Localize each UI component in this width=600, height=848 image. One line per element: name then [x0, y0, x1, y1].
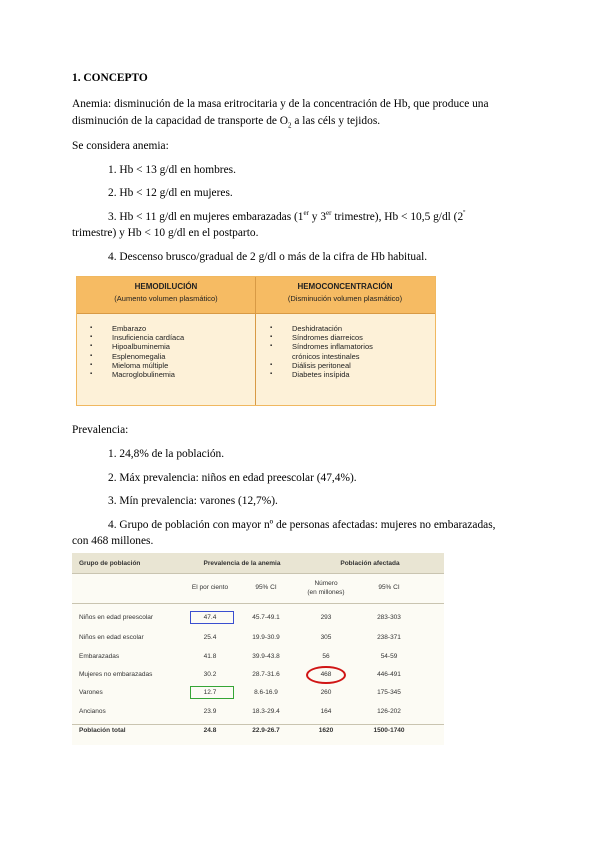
highlight-max-box: [190, 611, 234, 624]
list-item: ▪ Diálisis peritoneal: [265, 361, 373, 370]
list-item: ▪ Síndromes diarreicos: [265, 333, 373, 342]
definition-text: disminución de la capacidad de transporte de O: [72, 115, 289, 127]
cell-percent: 24.8: [203, 727, 217, 734]
hemodilution-box: [76, 276, 436, 406]
list-item: ▪ Mieloma múltiple: [85, 361, 184, 370]
cell-percent: 47.4: [203, 614, 217, 621]
col-header-population: Población afectada: [340, 560, 400, 567]
cell-percent: 30.2: [203, 671, 217, 678]
cell-ci: 28.7-31.6: [252, 671, 280, 678]
criterion-4: 4. Descenso brusco/gradual de 2 g/dl o más de la cifra de Hb habitual.: [108, 251, 428, 263]
cell-group: Ancianos: [79, 708, 106, 715]
cell-ci: 39.9-43.8: [252, 653, 280, 660]
cell-ci-2: 1500-1740: [373, 727, 405, 734]
cell-number: 1620: [318, 727, 334, 734]
list-item: ▪ Macroglobulinemia: [85, 370, 184, 379]
col-header-prevalence: Prevalencia de la anemia: [203, 560, 281, 567]
criterion-3-text-c: trimestre), Hb < 10,5 g/dl (2: [331, 211, 464, 223]
criterion-2: 2. Hb < 12 g/dl en mujeres.: [108, 187, 233, 199]
anemia-prevalence-table: [72, 553, 444, 745]
cell-ci: 19.9-30.9: [252, 634, 280, 641]
cell-ci: 18.3-29.4: [252, 708, 280, 715]
cell-ci-2: 54-59: [380, 653, 398, 660]
list-item: ▪ Deshidratación: [265, 324, 373, 333]
cell-group: Niños en edad escolar: [79, 634, 144, 641]
hemodilution-subtitle: (Aumento volumen plasmático): [114, 294, 218, 303]
list-item-continuation: crónicos intestinales: [292, 351, 360, 361]
list-item: ▪ Diabetes insípida: [265, 370, 373, 379]
o2-subscript: 2: [288, 121, 292, 130]
prevalence-4: 4. Grupo de población con mayor nº de personas afectadas: mujeres no embarazadas,: [108, 519, 496, 531]
cell-group: Niños en edad preescolar: [79, 614, 154, 621]
cell-group: Mujeres no embarazadas: [79, 671, 153, 678]
cell-ci-2: 283-303: [377, 614, 401, 621]
highlight-min-box: [190, 686, 234, 699]
hemoconcentration-list: [265, 324, 373, 379]
prevalence-1: 1. 24,8% de la población.: [108, 448, 225, 460]
cell-percent: 25.4: [203, 634, 217, 641]
cell-percent: 23.9: [203, 708, 217, 715]
definition-line-2: [72, 114, 380, 129]
cell-number: 164: [320, 708, 332, 715]
cell-number: 260: [320, 689, 332, 696]
cell-ci: 45.7-49.1: [252, 614, 280, 621]
prevalence-intro: Prevalencia:: [72, 424, 129, 436]
criteria-intro: Se considera anemia:: [72, 140, 169, 152]
prevalence-2: 2. Máx prevalencia: niños en edad preescolar (47,4%).: [108, 472, 357, 484]
prevalence-4-line-2: con 468 millones.: [72, 535, 154, 547]
cell-group: Embarazadas: [79, 653, 120, 660]
criterion-3-text-b: y 3: [308, 211, 327, 223]
subheader-ci-2: 95% CI: [378, 584, 400, 591]
criterion-3: [108, 210, 465, 225]
subheader-pct: El por ciento: [191, 584, 229, 591]
cell-percent: 41.8: [203, 653, 217, 660]
cell-number: 56: [322, 653, 330, 660]
list-item: ▪ Síndromes inflamatorios: [265, 342, 373, 351]
hemodilution-title: HEMODILUCIÓN: [134, 282, 198, 291]
hemodilution-list: [85, 324, 184, 379]
definition-line-1: Anemia: disminución de la masa eritrocitaria y de la concentración de Hb, que produce una: [72, 98, 489, 110]
cell-percent: 12.7: [203, 689, 217, 696]
cell-group: Población total: [79, 727, 126, 734]
list-item: ▪ Embarazo: [85, 324, 184, 333]
hemoconcentration-subtitle: (Disminución volumen plasmático): [287, 294, 403, 303]
prevalence-3: 3. Mín prevalencia: varones (12,7%).: [108, 495, 278, 507]
cell-number: 468: [320, 671, 332, 678]
cell-ci-2: 175-345: [377, 689, 401, 696]
box-divider-h: [77, 313, 435, 314]
rule: [72, 724, 444, 725]
rule: [72, 603, 444, 604]
cell-number: 305: [320, 634, 332, 641]
list-item: ▪ Hipoalbuminemia: [85, 342, 184, 351]
list-item: ▪ Esplenomegalia: [85, 352, 184, 361]
ordinal-sup: º: [463, 209, 466, 218]
subheader-number: Número: [314, 580, 338, 587]
cell-ci-2: 446-491: [377, 671, 401, 678]
col-header-group: Grupo de población: [79, 560, 141, 567]
list-item: ▪ Insuficiencia cardíaca: [85, 333, 184, 342]
cell-ci-2: 238-371: [377, 634, 401, 641]
cell-ci: 22.9-26.7: [252, 727, 280, 734]
cell-ci: 8.6-16.9: [254, 689, 278, 696]
highlight-most-affected-ellipse: [306, 666, 346, 684]
cell-number: 293: [320, 614, 332, 621]
criterion-3-text-a: 3. Hb < 11 g/dl en mujeres embarazadas (1: [108, 211, 304, 223]
cell-group: Varones: [79, 689, 103, 696]
criterion-1: 1. Hb < 13 g/dl en hombres.: [108, 164, 236, 176]
section-heading: 1. CONCEPTO: [72, 72, 148, 84]
criterion-3-line-2: trimestre) y Hb < 10 g/dl en el postparto.: [72, 227, 259, 239]
ordinal-sup: er: [303, 209, 309, 218]
subheader-ci: 95% CI: [255, 584, 277, 591]
hemoconcentration-title: HEMOCONCENTRACIÓN: [297, 282, 393, 291]
rule: [72, 573, 444, 574]
ordinal-sup: er: [326, 209, 332, 218]
definition-text-end: a las céls y tejidos.: [291, 115, 381, 127]
subheader-millions: (en millones): [307, 589, 345, 596]
cell-ci-2: 126-202: [377, 708, 401, 715]
